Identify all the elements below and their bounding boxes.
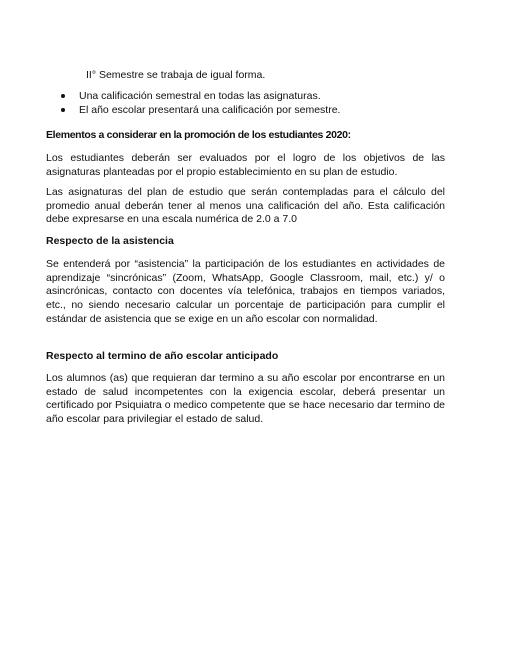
bullet-icon [61,94,65,98]
paragraph-subjects: Las asignaturas del plan de estudio que serán contempladas para el cálculo del promedio anual deberán tener al menos una calificación del año. Esta calificación debe expresarse en una escala numérica de 2.0 a 7.0 [46,186,445,226]
paragraph-early-end: Los alumnos (as) que requieran dar termino a su año escolar por encontrarse en un estado de salud incompetentes con la exigencia escolar, deberá presentar un certificado por Psiquiatra o medico competente que se hace necesario dar termino de año escolar para privilegiar el estado de salud. [46,372,445,426]
section-heading-promotion: Elementos a considerar en la promoción de los estudiantes 2020: [46,129,351,141]
intro-line: II° Semestre se trabaja de igual forma. [86,69,266,81]
list-item-text: El año escolar presentará una calificación por semestre. [79,104,341,116]
list-item [46,89,456,103]
list-item [46,103,456,117]
section-heading-early-end: Respecto al termino de año escolar anticipado [46,350,279,362]
paragraph-evaluation: Los estudiantes deberán ser evaluados por el logro de los objetivos de las asignaturas planteadas por el propio establecimiento en su plan de estudio. [46,152,445,178]
bullet-icon [61,108,65,112]
paragraph-attendance: Se entenderá por “asistencia” la participación de los estudiantes en actividades de aprendizaje “sincrónicas” (Zoom, WhatsApp, Google Classroom, mail, etc.) y/ o asincrónicas, contacto con docentes vía telefónica, trabajos en tiempos variados, etc., no siendo necesario calcular un porcentaje de participación para cumplir el estándar de asistencia que se exige en un año escolar con normalidad. [46,258,445,325]
section-heading-attendance: Respecto de la asistencia [46,235,174,247]
bullet-list [46,89,456,117]
list-item-text: Una calificación semestral en todas las asignaturas. [79,90,321,102]
